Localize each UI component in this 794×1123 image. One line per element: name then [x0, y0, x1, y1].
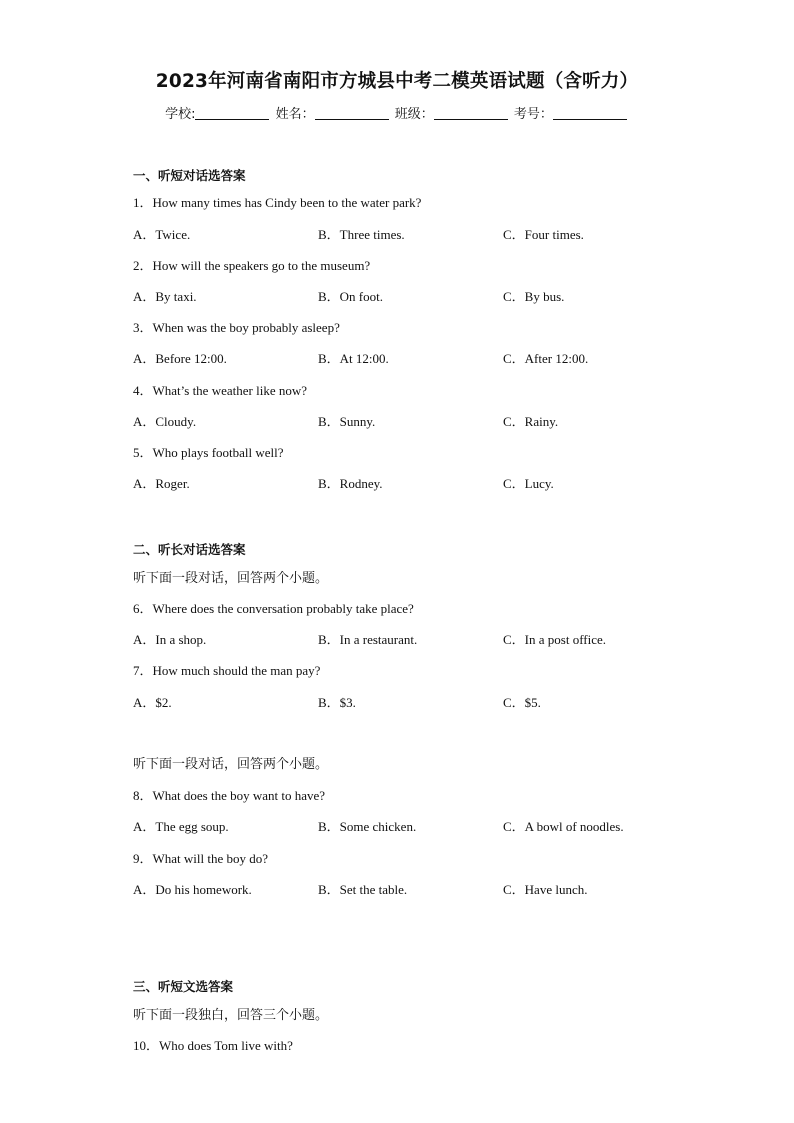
- section-intro: 听下面一段对话，回答两个小题。: [133, 757, 329, 772]
- option-a[interactable]: A．$2.: [133, 695, 172, 710]
- section-intro: 听下面一段独白，回答三个小题。: [133, 1008, 329, 1023]
- school-blank[interactable]: [195, 107, 269, 120]
- question-text: 10．Who does Tom live with?: [133, 1038, 293, 1053]
- class-label: 班级：: [394, 107, 434, 122]
- option-b[interactable]: B．Some chicken.: [318, 819, 417, 834]
- option-b[interactable]: B．On foot.: [318, 289, 384, 304]
- question-text: 4．What’s the weather like now?: [133, 383, 307, 398]
- exam-no-label: 考号：: [513, 107, 553, 122]
- option-c[interactable]: C．Rainy.: [503, 414, 559, 429]
- student-info-line: [0, 103, 794, 122]
- name-blank[interactable]: [315, 107, 389, 120]
- option-c[interactable]: C．$5.: [503, 695, 541, 710]
- option-b[interactable]: B．Sunny.: [318, 414, 376, 429]
- question-text: 1．How many times has Cindy been to the water park?: [133, 195, 422, 210]
- option-c[interactable]: C．Four times.: [503, 227, 584, 242]
- exam-no-blank[interactable]: [553, 107, 627, 120]
- option-b[interactable]: B．At 12:00.: [318, 351, 389, 366]
- class-blank[interactable]: [434, 107, 508, 120]
- option-a[interactable]: A．Roger.: [133, 476, 190, 491]
- option-a[interactable]: A．The egg soup.: [133, 819, 229, 834]
- option-a[interactable]: A．By taxi.: [133, 289, 197, 304]
- section-heading: 一、听短对话选答案: [133, 168, 246, 183]
- option-b[interactable]: B．Set the table.: [318, 882, 408, 897]
- name-label: 姓名：: [275, 107, 315, 122]
- option-a[interactable]: A．Cloudy.: [133, 414, 197, 429]
- option-a[interactable]: A．Twice.: [133, 227, 191, 242]
- option-c[interactable]: C．Lucy.: [503, 476, 554, 491]
- option-b[interactable]: B．$3.: [318, 695, 356, 710]
- question-text: 2．How will the speakers go to the museum?: [133, 258, 371, 273]
- section-intro: 听下面一段对话，回答两个小题。: [133, 571, 329, 586]
- section-heading: 二、听长对话选答案: [133, 542, 246, 557]
- option-b[interactable]: B．In a restaurant.: [318, 632, 418, 647]
- question-text: 8．What does the boy want to have?: [133, 788, 326, 803]
- option-a[interactable]: A．Do his homework.: [133, 882, 252, 897]
- option-b[interactable]: B．Rodney.: [318, 476, 383, 491]
- option-a[interactable]: A．Before 12:00.: [133, 351, 227, 366]
- option-c[interactable]: C．Have lunch.: [503, 882, 588, 897]
- question-text: 9．What will the boy do?: [133, 851, 269, 866]
- option-c[interactable]: C．After 12:00.: [503, 351, 589, 366]
- option-b[interactable]: B．Three times.: [318, 227, 405, 242]
- option-a[interactable]: A．In a shop.: [133, 632, 207, 647]
- section-heading: 三、听短文选答案: [133, 979, 234, 994]
- question-text: 6．Where does the conversation probably take place?: [133, 601, 414, 616]
- option-c[interactable]: C．A bowl of noodles.: [503, 819, 624, 834]
- option-c[interactable]: C．In a post office.: [503, 632, 607, 647]
- exam-title: 2023年河南省南阳市方城县中考二模英语试题（含听力）: [155, 71, 639, 92]
- question-text: 5．Who plays football well?: [133, 445, 284, 460]
- school-label: 学校:: [165, 107, 196, 122]
- question-text: 7．How much should the man pay?: [133, 663, 321, 678]
- option-c[interactable]: C．By bus.: [503, 289, 565, 304]
- question-text: 3．When was the boy probably asleep?: [133, 320, 340, 335]
